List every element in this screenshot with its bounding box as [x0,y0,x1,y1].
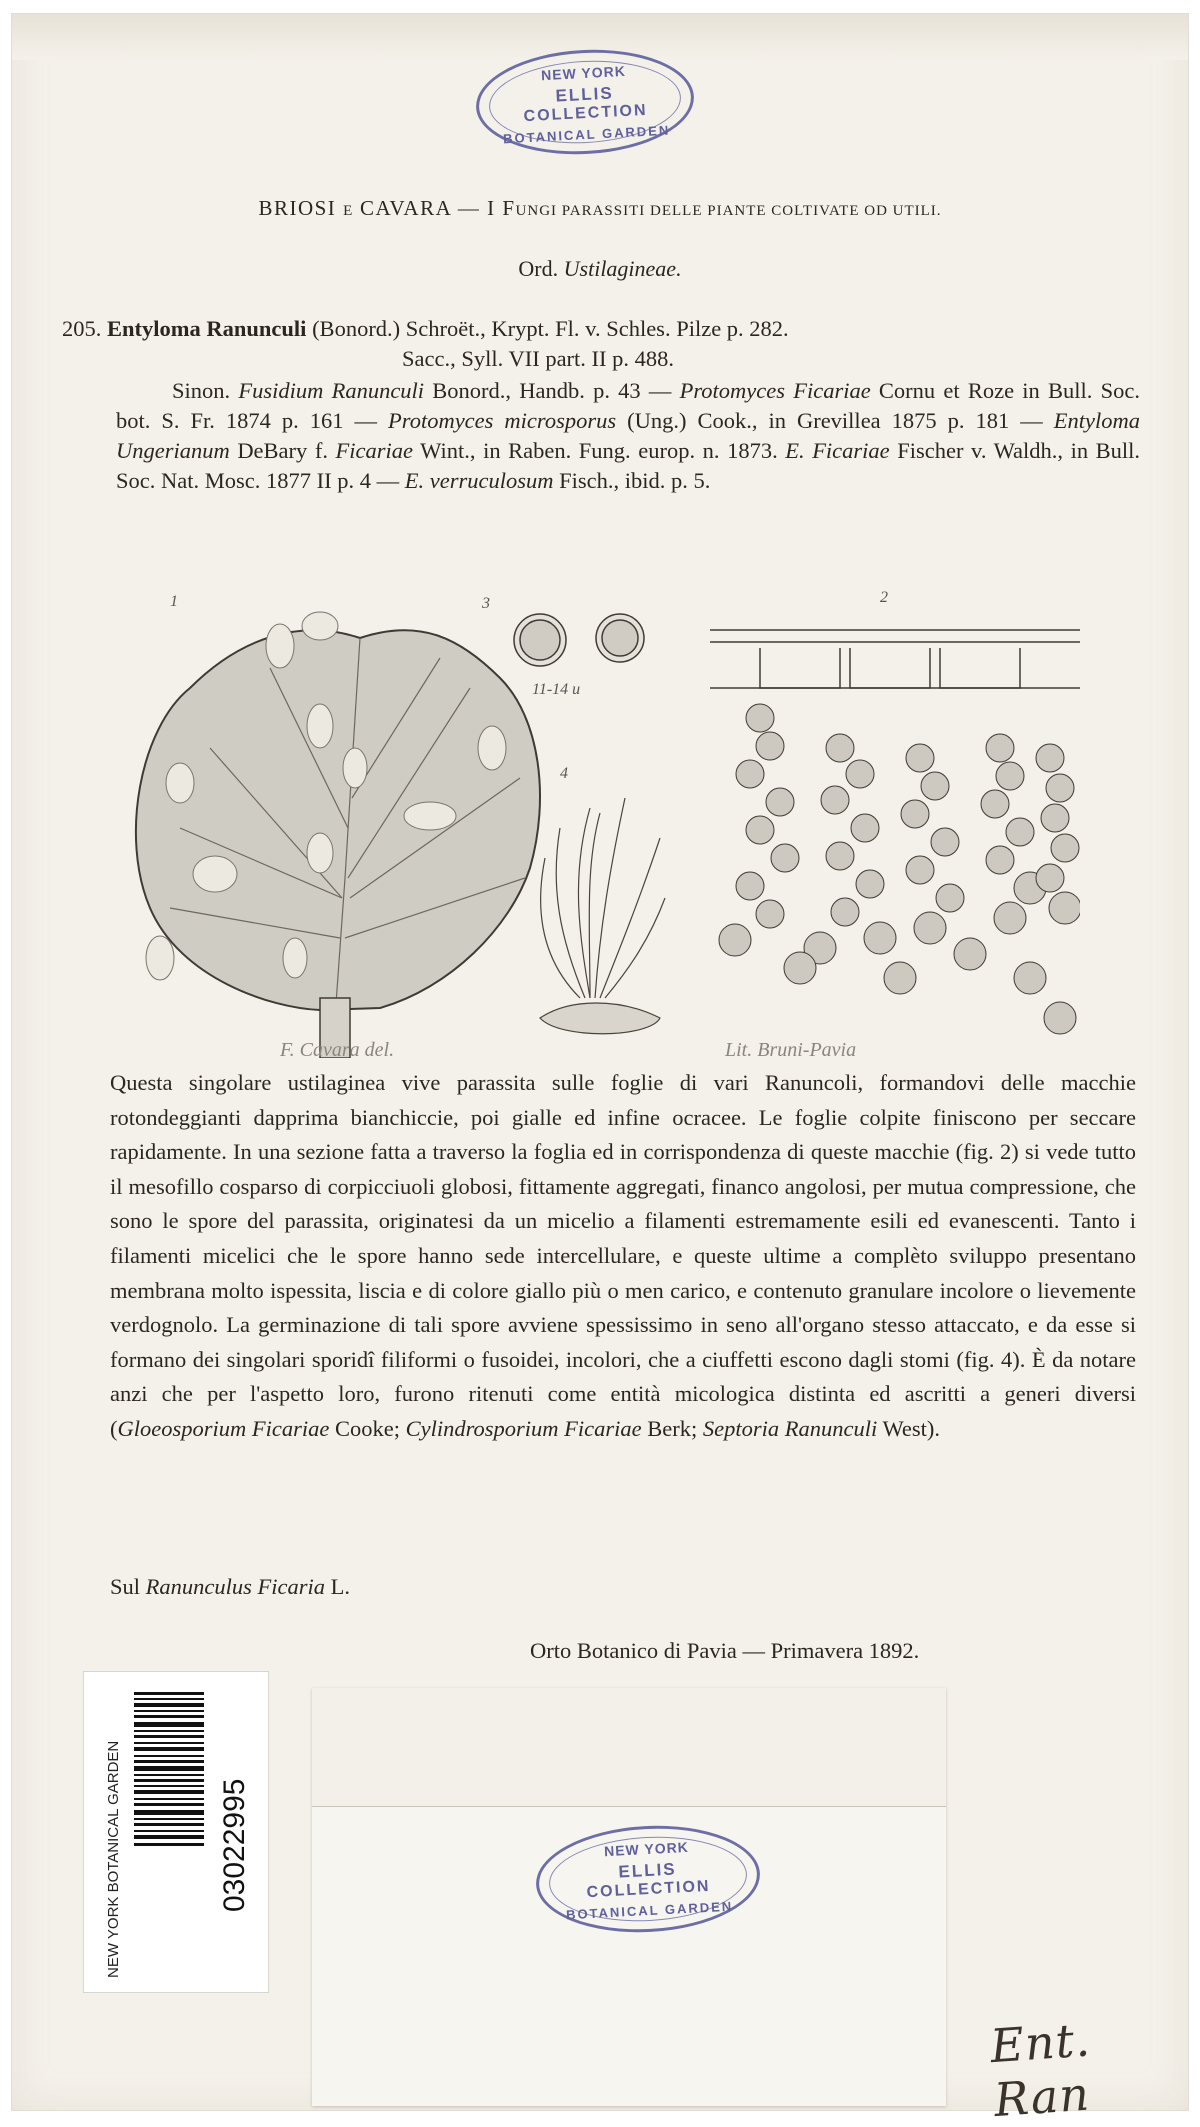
stamp-line-3: COLLECTION [523,101,648,126]
synonymy [62,376,1140,496]
botanical-plate-illustration [120,578,1080,1058]
synonym-4-ref: DeBary f. [237,438,328,463]
packet-stamp-line-1: NEW YORK [603,1838,690,1860]
order-name: Ustilagineae. [563,256,682,281]
sporidia-figure [540,798,665,1034]
barcode-number: 03022995 [218,1778,251,1912]
leaf-figure [136,612,540,1058]
handwritten-note: Ent. Ran [988,2012,1093,2127]
author-conjunction: E [343,203,354,219]
packet-stamp-line-3: COLLECTION [586,1877,711,1902]
description-paragraph [110,1066,1136,1447]
barcode-label [84,1672,268,1992]
genus-ref-2: Cylindrosporium Ficariae [405,1415,642,1441]
synonym-4: Entyloma Ungerianum [116,408,1141,463]
description-text: Questa singolare ustilaginea vive parassita sulle foglie di vari Ranuncoli, formandovi delle macchie rotondeggianti dapprima bianchiccie, poi gialle ed infine ocracee. Le foglie colpite finiscono per seccare rapidamente. In una sezione fatta a traverso la foglia ed in corrispondenza di queste macchie (fig. 2) si vede tutto il mesofillo cosparso di corpicciuoli globosi, fittamente aggregati, financo angolosi, per mutua compressione, che sono le spore del parassita, originatesi da un micelio a filamenti estremamente esili ed evanescenti. Tanto i filamenti micelici che le spore hanno sede intercellulare, e queste ultime a complèto sviluppo presentano membrana molto ispessita, liscia e di colore giallo più o men carico, e contenuto granulare incolore o lievemente verdognolo. La germinazione di tali spore avviene spessissimo in seno all'organo stesso attaccato, e da esse si formano dei singolari sporidî filiformi o fusoidei, incolori, che a ciuffetti escono dagli stomi (fig. 4). È da notare anzi che per l'aspetto loro, furono ritenuti come entità micologica distinta ed ascritti a generi diversi ( [110,1070,1136,1441]
order-label: Ord. [518,256,559,281]
host-name: Ranunculus Ficaria [145,1574,325,1599]
taxon-authority: (Bonord.) Schroët., Krypt. Fl. v. Schles. Pilze p. 282. [312,316,789,341]
fig-2-number: 2 [880,589,888,606]
species-entry [62,314,1140,496]
packet-flap [312,1688,946,1807]
entry-number: 205. [62,316,102,341]
series-header [40,196,1160,221]
spore-figure [514,614,644,666]
collection-locality: Orto Botanico di Pavia — Primavera 1892. [530,1638,920,1663]
synonym-3-ref: (Ung.) Cook., in Grevillea 1875 p. 181 — [627,408,1043,433]
synonym-4-ref2: Wint., in Raben. Fung. europ. n. 1873. [420,438,778,463]
stamp-line-4: BOTANICAL GARDEN [502,122,671,147]
synonym-6: E. verruculosum [404,468,554,493]
author-briosi: BRIOSI [258,196,337,220]
series-title-cap: I F [487,196,516,220]
order-line [40,256,1160,282]
synonym-6-ref: Fisch., ibid. p. 5. [559,468,711,493]
packet-stamp-line-4: BOTANICAL GARDEN [565,1898,734,1923]
barcode-graphic [84,1672,268,1992]
series-title: UNGI PARASSITI DELLE PIANTE COLTIVATE OD UTILI. [515,203,942,219]
entry-title-line [62,314,1140,344]
synonym-2: Protomyces Ficariae [679,378,871,403]
fig-1-number: 1 [170,593,178,610]
packet-stamp-line-2: ELLIS [618,1859,678,1882]
genus-ref-3-author: West). [882,1415,941,1441]
barcode-institution: NEW YORK BOTANICAL GARDEN [105,1740,122,1978]
taxon-name: Entyloma Ranunculi [107,316,307,341]
stamp-line-1: NEW YORK [540,62,627,84]
lithographer-credit: Lit. Bruni-Pavia [725,1039,857,1058]
synonym-1-ref: Bonord., Handb. p. 43 — [432,378,672,403]
synonym-2-ref: Cornu et Roze in Bull. Soc. bot. S. Fr. 1874 p. 161 — [116,378,1140,433]
genus-ref-2-author: Berk; [647,1415,698,1441]
synonym-1: Fusidium Ranunculi [238,378,425,403]
genus-ref-1-author: Cooke; [334,1415,400,1441]
author-cavara: CAVARA [359,196,452,220]
host-line [110,1574,350,1600]
host-prefix: Sul [110,1574,141,1599]
species-description [110,1066,1136,1447]
illustrator-credit: F. Cavara del. [280,1039,395,1058]
fig-3-number: 3 [482,595,490,612]
saccardo-reference: Sacc., Syll. VII part. II p. 488. [402,346,675,371]
host-author: L. [330,1574,350,1599]
header-dash: — [457,196,481,220]
genus-ref-3: Septoria Ranunculi [702,1415,878,1441]
leaf-section-figure [710,630,1080,1034]
synonymy-label: Sinon. [172,378,231,403]
genus-ref-1: Gloeosporium Ficariae [117,1415,330,1441]
synonym-5: E. Ficariae [785,438,890,463]
scale-label: 11-14 u [532,681,581,698]
synonym-4-form: Ficariae [335,438,414,463]
synonym-5-ref: Fischer v. Waldh., in Bull. Soc. Nat. Mosc. 1877 II p. 4 — [116,438,1141,493]
stamp-line-2: ELLIS [555,83,615,106]
fig-4-number: 4 [560,765,568,782]
synonym-3: Protomyces microsporus [388,408,617,433]
